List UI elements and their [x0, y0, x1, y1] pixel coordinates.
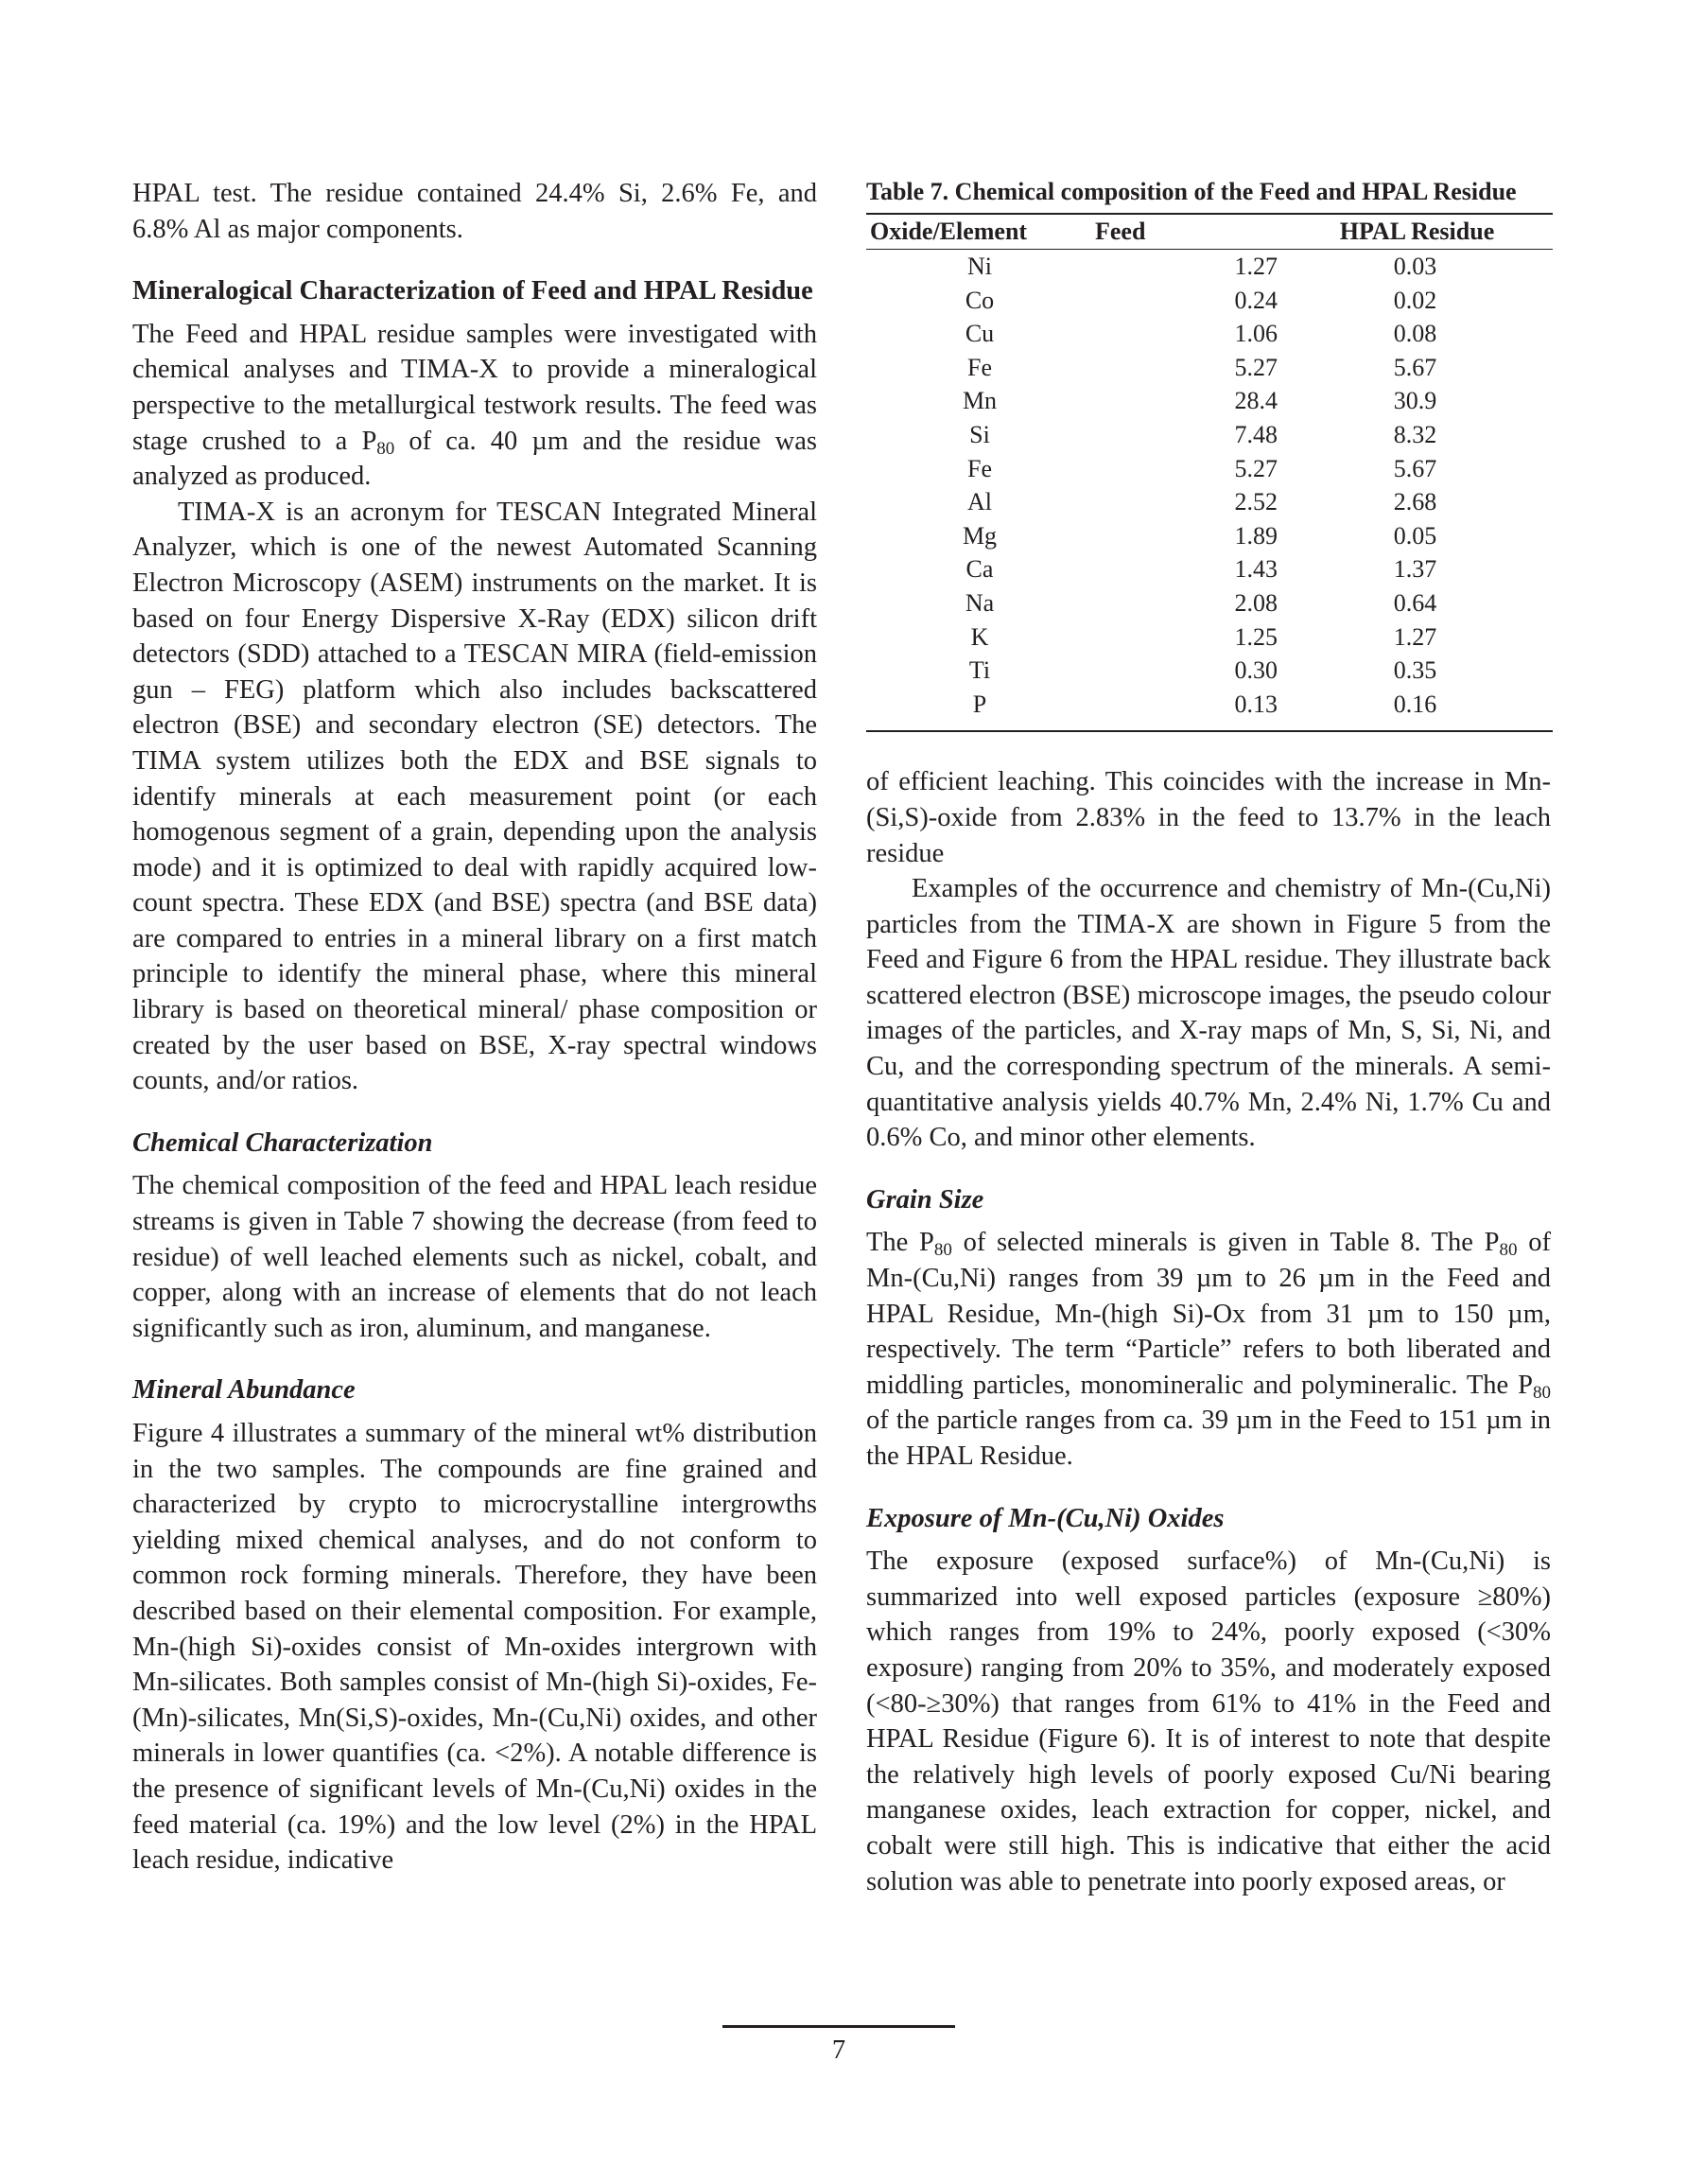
- header-feed: Feed: [1093, 214, 1278, 250]
- cell-hpal-residue: 0.35: [1393, 656, 1437, 685]
- cell-element: P: [972, 690, 987, 718]
- cell-feed: 7.48: [1234, 420, 1278, 448]
- section-heading-abundance: Mineral Abundance: [132, 1375, 356, 1406]
- cell-element: Fe: [967, 353, 992, 381]
- text-run: of ca. 40 µm and the residue was analyzed as produced.: [132, 426, 818, 492]
- cell-feed: 0.13: [1234, 690, 1278, 718]
- cell-feed: 0.24: [1234, 286, 1278, 314]
- table-row: [866, 351, 1553, 385]
- table-row: [866, 519, 1553, 553]
- paragraph-abundance: Figure 4 illustrates a summary of the mineral wt% distribution in the two samples. The compounds are fine grained and characterized by crypto to microcrystalline intergrowths yielding mixed chemical analyses, and do not conform to common rock forming minerals. Therefore, they have been described based on their elemental composition. For example, Mn-(high Si)-oxides consist of Mn-oxides intergrown with Mn-silicates. Both samples consist of Mn-(high Si)-oxides, Fe-(Mn)-silicates, Mn(Si,S)-oxides, Mn-(Cu,Ni) oxides, and other minerals in lower quantifies (ca. <2%). A notable difference is the presence of significant levels of Mn-(Cu,Ni) oxides in the feed material (ca. 19%) and the low level (2%) in the HPAL leach residue, indicative: [132, 1419, 817, 1876]
- text-run: of Mn-(Cu,Ni) ranges from 39 µm to 26 µm in the Feed and HPAL Residue, Mn-(high Si)-Ox from 31 µm to 150 µm, respectively. The term “Particle” refers to both liberated and middling particles, monomineralic and polymineralic. The P: [866, 1228, 1551, 1400]
- cell-feed: 0.30: [1234, 656, 1278, 685]
- paragraph-grain-size: [866, 1225, 1551, 1474]
- subscript: 80: [376, 438, 395, 459]
- table-row: [866, 317, 1553, 351]
- table-row: [866, 384, 1553, 418]
- cell-hpal-residue: 2.68: [1393, 488, 1437, 516]
- cell-hpal-residue: 0.08: [1393, 320, 1437, 348]
- table-row: [866, 552, 1553, 586]
- subscript: 80: [933, 1240, 952, 1261]
- cell-element: Mg: [962, 521, 998, 550]
- table-row: [866, 485, 1553, 519]
- table-row: [866, 688, 1553, 732]
- cell-element: Na: [965, 588, 995, 617]
- subscript: 80: [1499, 1240, 1518, 1261]
- cell-element: Cu: [965, 320, 995, 348]
- cell-feed: 28.4: [1234, 387, 1278, 415]
- cell-feed: 2.52: [1234, 488, 1278, 516]
- cell-element: Mn: [962, 387, 998, 415]
- table-row: [866, 284, 1553, 318]
- cell-element: Fe: [967, 454, 992, 482]
- cell-hpal-residue: 0.64: [1393, 588, 1437, 617]
- paragraph-examples: Examples of the occurrence and chemistry of Mn-(Cu,Ni) particles from the TIMA-X are shown in Figure 5 from the Feed and Figure 6 from the HPAL residue. They illustrate back scattered electron (BSE) microscope images, the pseudo colour images of the particles, and X-ray maps of Mn, S, Si, Ni, and Cu, and the corresponding spectrum of the minerals. A semi-quantitative analysis yields 40.7% Mn, 2.4% Ni, 1.7% Cu and 0.6% Co, and minor other elements.: [866, 874, 1551, 1153]
- cell-hpal-residue: 0.03: [1393, 253, 1437, 280]
- section-heading-chemical: Chemical Characterization: [132, 1127, 433, 1158]
- table-row: [866, 654, 1553, 688]
- cell-feed: 5.27: [1234, 454, 1278, 482]
- table-body: [866, 250, 1553, 732]
- right-column: [866, 176, 1551, 1899]
- cell-hpal-residue: 0.02: [1393, 286, 1437, 314]
- cell-hpal-residue: 1.37: [1393, 555, 1437, 584]
- cell-hpal-residue: 8.32: [1393, 420, 1437, 448]
- cell-element: Si: [969, 420, 990, 448]
- paragraph-tima-x: TIMA-X is an acronym for TESCAN Integrated Mineral Analyzer, which is one of the newest Automated Scanning Electron Microscopy (ASEM) instruments on the market. It is based on four Energy Dispersive X-Ray (EDX) silicon drift detectors (SDD) attached to a TESCAN MIRA (field-emission gun – FEG) platform which also includes backscattered electron (BSE) and secondary electron (SE) detectors. The TIMA system utilizes both the EDX and BSE signals to identify minerals at each measurement point (or each homogenous segment of a grain, depending upon the analysis mode) and it is optimized to deal with rapidly acquired low-count spectra. These EDX (and BSE) spectra (and BSE data) are compared to entries in a mineral library on a first match principle to identify the mineral phase, where this mineral library is based on theoretical mineral/ phase composition or created by the user based on BSE, X-ray spectral windows counts, and/or ratios.: [132, 497, 817, 1096]
- cell-hpal-residue: 1.27: [1393, 622, 1437, 651]
- page-number: 7: [831, 2035, 846, 2065]
- left-column: [132, 176, 817, 1878]
- cell-hpal-residue: 5.67: [1393, 353, 1437, 381]
- section-heading-grain-size: Grain Size: [866, 1184, 984, 1214]
- chemical-composition-table: [866, 213, 1553, 732]
- cell-feed: 1.43: [1234, 555, 1278, 584]
- cell-element: Ni: [967, 253, 992, 280]
- table-row: [866, 250, 1553, 284]
- cell-feed: 1.06: [1234, 320, 1278, 348]
- paragraph-mineralogical-1: [132, 317, 817, 495]
- table-row: [866, 620, 1553, 655]
- page-number-rule: [722, 2025, 955, 2028]
- text-run: The P: [866, 1228, 934, 1258]
- cell-element: K: [970, 622, 989, 651]
- table-row: [866, 418, 1553, 452]
- paragraph-intro: HPAL test. The residue contained 24.4% Si, 2.6% Fe, and 6.8% Al as major components.: [132, 179, 817, 244]
- cell-element: Al: [967, 488, 992, 516]
- cell-element: Ti: [968, 656, 991, 685]
- header-hpal-residue: HPAL Residue: [1278, 214, 1553, 250]
- text-run: of the particle ranges from ca. 39 µm in the Feed to 151 µm in the HPAL Residue.: [866, 1406, 1551, 1471]
- cell-feed: 1.25: [1234, 622, 1278, 651]
- cell-hpal-residue: 30.9: [1393, 387, 1437, 415]
- cell-hpal-residue: 0.16: [1393, 690, 1437, 718]
- cell-feed: 1.27: [1234, 253, 1278, 280]
- table-row: [866, 586, 1553, 620]
- subscript: 80: [1533, 1382, 1551, 1403]
- table-row: [866, 452, 1553, 486]
- cell-feed: 5.27: [1234, 353, 1278, 381]
- cell-hpal-residue: 0.05: [1393, 521, 1437, 550]
- section-heading-exposure: Exposure of Mn-(Cu,Ni) Oxides: [866, 1503, 1225, 1533]
- cell-feed: 2.08: [1234, 588, 1278, 617]
- section-heading-mineralogical: Mineralogical Characterization of Feed and HPAL Residue: [132, 276, 813, 306]
- paragraph-chemical: The chemical composition of the feed and HPAL leach residue streams is given in Table 7 showing the decrease (from feed to residue) of well leached elements such as nickel, cobalt, and copper, along with an increase of elements that do not leach significantly such as iron, aluminum, and manganese.: [132, 1171, 817, 1343]
- table-caption: Table 7. Chemical composition of the Feed and HPAL Residue: [866, 178, 1517, 205]
- paragraph-exposure: The exposure (exposed surface%) of Mn-(Cu,Ni) is summarized into well exposed particles (exposure ≥80%) which ranges from 19% to 24%, poorly exposed (<30% exposure) ranging from 20% to 35%, and moderately exposed (<80-≥30%) that ranges from 61% to 41% in the Feed and HPAL Residue (Figure 6). It is of interest to note that despite the relatively high levels of poorly exposed Cu/Ni bearing manganese oxides, leach extraction for copper, nickel, and cobalt were still high. This is indicative that either the acid solution was able to penetrate into poorly exposed areas, or: [866, 1546, 1551, 1896]
- table-header-row: [866, 214, 1553, 250]
- text-run: The Feed and HPAL residue samples were investigated with chemical analyses and TIMA-X to provide a mineralogical perspective to the metallurgical testwork results. The feed was stage crushed to a P: [132, 319, 817, 456]
- cell-element: Co: [965, 286, 995, 314]
- cell-element: Ca: [965, 555, 994, 584]
- cell-feed: 1.89: [1234, 521, 1278, 550]
- header-oxide-element: Oxide/Element: [866, 214, 1093, 250]
- paragraph-continued: of efficient leaching. This coincides with the increase in Mn-(Si,S)-oxide from 2.83% in the feed to 13.7% in the leach residue: [866, 767, 1551, 868]
- text-run: of selected minerals is given in Table 8. The P: [951, 1228, 1500, 1258]
- cell-hpal-residue: 5.67: [1393, 454, 1437, 482]
